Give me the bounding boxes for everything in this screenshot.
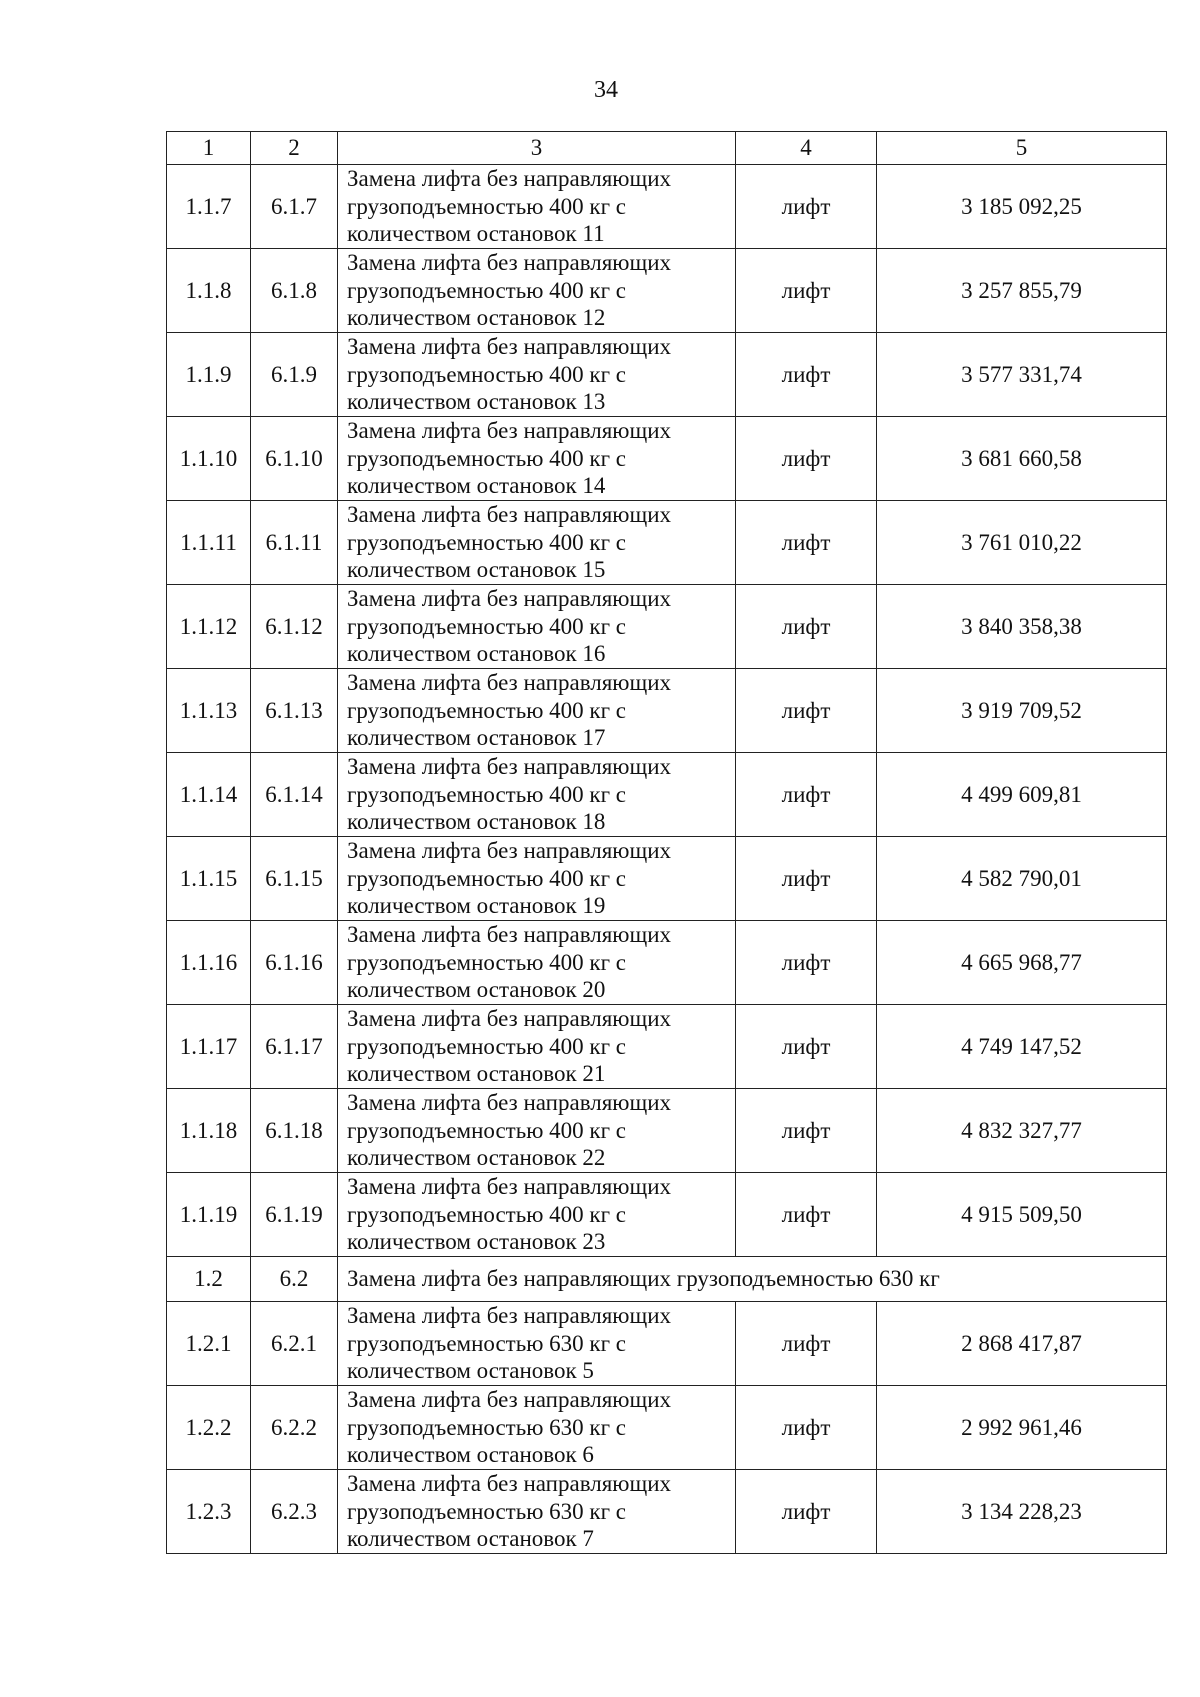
section-code: 6.1.7 [251,165,338,249]
table-row [167,417,1167,501]
price-cell: 4 665 968,77 [877,921,1167,1005]
unit-cell: лифт [736,417,877,501]
table-row [167,1470,1167,1554]
work-description [338,1302,736,1386]
description-line: Замена лифта без направляющих [347,1471,672,1497]
section-code: 6.1.17 [251,1005,338,1089]
price-cell: 2 868 417,87 [877,1302,1167,1386]
price-cell: 3 919 709,52 [877,669,1167,753]
description-line: грузоподъемностью 400 кг с [347,1117,626,1143]
description-line: количеством остановок 14 [347,473,606,499]
description-line: количеством остановок 20 [347,977,606,1003]
description-line: грузоподъемностью 400 кг с [347,1201,626,1227]
description-line: количеством остановок 19 [347,893,606,919]
row-number: 1.1.14 [167,753,251,837]
description-line: количеством остановок 22 [347,1145,606,1171]
description-line: количеством остановок 7 [347,1526,594,1552]
column-header: 2 [251,132,338,165]
row-number: 1.1.17 [167,1005,251,1089]
unit-cell: лифт [736,1089,877,1173]
description-line: количеством остановок 6 [347,1442,594,1468]
work-description [338,837,736,921]
description-line: Замена лифта без направляющих [347,502,672,528]
table-row [167,1005,1167,1089]
description-line: Замена лифта без направляющих [347,418,672,444]
work-description [338,921,736,1005]
price-cell: 3 185 092,25 [877,165,1167,249]
price-cell: 4 582 790,01 [877,837,1167,921]
row-number: 1.1.8 [167,249,251,333]
description-line: Замена лифта без направляющих [347,250,672,276]
work-description [338,1173,736,1257]
table-row [167,585,1167,669]
row-number: 1.1.19 [167,1173,251,1257]
description-line: грузоподъемностью 400 кг с [347,613,626,639]
section-code: 6.1.12 [251,585,338,669]
work-description [338,249,736,333]
section-code: 6.1.9 [251,333,338,417]
column-header: 5 [877,132,1167,165]
row-number: 1.2.3 [167,1470,251,1554]
table-row [167,1386,1167,1470]
description-line: Замена лифта без направляющих [347,1006,672,1032]
description-line: грузоподъемностью 630 кг с [347,1414,626,1440]
column-header: 1 [167,132,251,165]
unit-cell: лифт [736,921,877,1005]
work-description [338,1089,736,1173]
section-code: 6.1.11 [251,501,338,585]
group-row [167,1257,1167,1302]
table-row [167,669,1167,753]
row-number: 1.1.16 [167,921,251,1005]
work-description [338,669,736,753]
description-line: грузоподъемностью 400 кг с [347,361,626,387]
unit-cell: лифт [736,249,877,333]
row-number: 1.2.2 [167,1386,251,1470]
column-header: 3 [338,132,736,165]
unit-cell: лифт [736,585,877,669]
price-cell: 4 749 147,52 [877,1005,1167,1089]
section-code: 6.2.2 [251,1386,338,1470]
section-code: 6.1.15 [251,837,338,921]
price-cell: 4 499 609,81 [877,753,1167,837]
description-line: Замена лифта без направляющих [347,1303,672,1329]
work-description [338,417,736,501]
description-line: Замена лифта без направляющих [347,922,672,948]
work-description [338,585,736,669]
table-row [167,837,1167,921]
description-line: количеством остановок 17 [347,725,606,751]
table-row [167,1089,1167,1173]
section-code: 6.1.8 [251,249,338,333]
unit-cell: лифт [736,669,877,753]
price-cell: 3 681 660,58 [877,417,1167,501]
description-line: грузоподъемностью 400 кг с [347,697,626,723]
table-body [167,132,1167,1554]
price-cell: 3 134 228,23 [877,1470,1167,1554]
work-description [338,1005,736,1089]
description-line: грузоподъемностью 630 кг с [347,1498,626,1524]
price-cell: 3 840 358,38 [877,585,1167,669]
description-line: количеством остановок 23 [347,1229,606,1255]
description-line: количеством остановок 13 [347,389,606,415]
row-number: 1.1.13 [167,669,251,753]
description-line: Замена лифта без направляющих [347,670,672,696]
header-row [167,132,1167,165]
section-code: 6.2.1 [251,1302,338,1386]
work-description [338,1470,736,1554]
work-description [338,165,736,249]
price-cell: 2 992 961,46 [877,1386,1167,1470]
description-line: количеством остановок 12 [347,305,606,331]
unit-cell: лифт [736,1005,877,1089]
work-description [338,1386,736,1470]
description-line: Замена лифта без направляющих [347,586,672,612]
section-code: 6.1.14 [251,753,338,837]
description-line: Замена лифта без направляющих [347,838,672,864]
row-number: 1.2.1 [167,1302,251,1386]
description-line: количеством остановок 18 [347,809,606,835]
price-cell: 3 761 010,22 [877,501,1167,585]
unit-cell: лифт [736,1470,877,1554]
work-description [338,333,736,417]
work-description [338,753,736,837]
section-code: 6.2 [251,1257,338,1302]
description-line: количеством остановок 16 [347,641,606,667]
table-row [167,333,1167,417]
description-line: грузоподъемностью 400 кг с [347,949,626,975]
row-number: 1.1.10 [167,417,251,501]
description-line: Замена лифта без направляющих [347,1387,672,1413]
work-description [338,501,736,585]
row-number: 1.1.15 [167,837,251,921]
description-line: количеством остановок 21 [347,1061,606,1087]
unit-cell: лифт [736,753,877,837]
row-number: 1.1.7 [167,165,251,249]
description-line: количеством остановок 15 [347,557,606,583]
description-line: количеством остановок 11 [347,221,605,247]
table-row [167,1173,1167,1257]
unit-cell: лифт [736,1173,877,1257]
table-row [167,1302,1167,1386]
section-code: 6.2.3 [251,1470,338,1554]
column-header: 4 [736,132,877,165]
price-cell: 3 577 331,74 [877,333,1167,417]
unit-cell: лифт [736,333,877,417]
price-table [166,131,1167,1554]
description-line: грузоподъемностью 400 кг с [347,193,626,219]
description-line: Замена лифта без направляющих [347,334,672,360]
page-number: 34 [594,77,618,103]
price-cell: 3 257 855,79 [877,249,1167,333]
price-cell: 4 915 509,50 [877,1173,1167,1257]
table-row [167,753,1167,837]
description-line: грузоподъемностью 400 кг с [347,865,626,891]
table-row [167,249,1167,333]
section-code: 6.1.18 [251,1089,338,1173]
description-line: грузоподъемностью 400 кг с [347,1033,626,1059]
row-number: 1.1.11 [167,501,251,585]
unit-cell: лифт [736,1386,877,1470]
unit-cell: лифт [736,165,877,249]
section-code: 6.1.19 [251,1173,338,1257]
section-code: 6.1.10 [251,417,338,501]
section-code: 6.1.13 [251,669,338,753]
description-line: Замена лифта без направляющих [347,754,672,780]
price-cell: 4 832 327,77 [877,1089,1167,1173]
description-line: грузоподъемностью 630 кг с [347,1330,626,1356]
section-code: 6.1.16 [251,921,338,1005]
description-line: грузоподъемностью 400 кг с [347,781,626,807]
description-line: Замена лифта без направляющих [347,1174,672,1200]
row-number: 1.2 [167,1257,251,1302]
group-title: Замена лифта без направляющих грузоподъемностью 630 кг [338,1257,1167,1302]
table-row [167,165,1167,249]
description-line: грузоподъемностью 400 кг с [347,277,626,303]
description-line: Замена лифта без направляющих [347,166,672,192]
row-number: 1.1.18 [167,1089,251,1173]
description-line: количеством остановок 5 [347,1358,594,1384]
row-number: 1.1.9 [167,333,251,417]
table-row [167,921,1167,1005]
unit-cell: лифт [736,1302,877,1386]
table-row [167,501,1167,585]
unit-cell: лифт [736,501,877,585]
description-line: грузоподъемностью 400 кг с [347,529,626,555]
description-line: грузоподъемностью 400 кг с [347,445,626,471]
row-number: 1.1.12 [167,585,251,669]
unit-cell: лифт [736,837,877,921]
description-line: Замена лифта без направляющих [347,1090,672,1116]
